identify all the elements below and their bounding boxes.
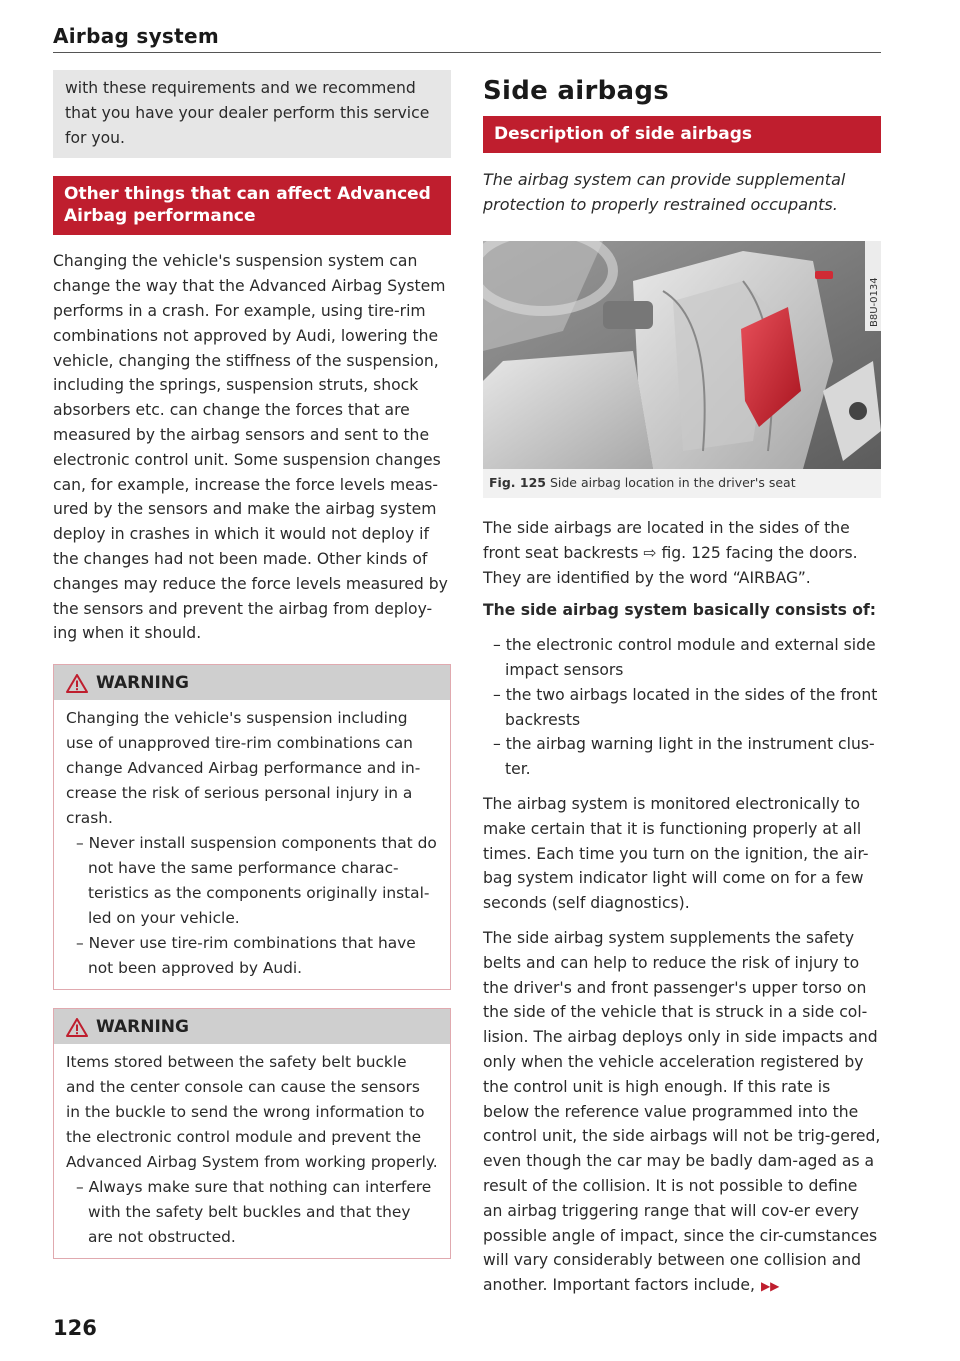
continued-note-box [53, 70, 451, 158]
warning-intro: Changing the vehicle's suspension including use of unapproved tire-rim combinations can change Advanced Airbag performance and in-crease the risk of serious personal injury in a crash. [66, 709, 421, 828]
warning-item: – Never install suspension components that do not have the same performance charac-teristics as the components originally instal-led on your vehicle. [76, 834, 437, 928]
figure-caption-label: Fig. 125 [489, 475, 546, 490]
warning-intro: Items stored between the safety belt buckle and the center console can cause the sensors in the buckle to send the wrong information to the electronic control module and prevent the Advanced Airbag System from working properly. [66, 1053, 438, 1172]
warning-triangle-icon [66, 1018, 88, 1037]
figure-caption [483, 469, 881, 498]
warning-body [54, 1044, 450, 1258]
warning-box-suspension [53, 664, 451, 990]
running-head: Airbag system [53, 24, 219, 48]
header-rule [53, 52, 881, 53]
list-item: – the two airbags located in the sides of the front backrests [493, 685, 878, 729]
warning-header [54, 665, 450, 700]
left-column [53, 70, 451, 1259]
warning-title: WARNING [96, 673, 189, 694]
list-item: – the electronic control module and external side impact sensors [493, 636, 876, 679]
seat-airbag-illustration [483, 241, 881, 469]
page-number: 126 [53, 1316, 97, 1340]
paragraph-monitoring: The airbag system is monitored electronically to make certain that it is functioning properly at all times. Each time you turn on the ignition, the air-bag system indicator light will come on for a few seconds (self diagnostics). [483, 794, 869, 913]
paragraph-location: The side airbags are located in the sides of the front seat backrests ⇨ fig. 125 facing the doors. They are identified by the word “AIRBAG”. [483, 519, 858, 587]
figure-code-label: B8U-0134 [869, 277, 880, 327]
warning-header [54, 1009, 450, 1044]
continued-note-text: with these requirements and we recommend that you have your dealer perform this service for you. [65, 79, 430, 147]
warning-item: – Never use tire-rim combinations that have not been approved by Audi. [76, 934, 416, 978]
list-item: – the airbag warning light in the instrument clus-ter. [493, 735, 875, 779]
warning-box-belt-buckle [53, 1008, 451, 1259]
section-title-side-airbags: Side airbags [483, 76, 670, 106]
right-column [483, 70, 881, 1299]
warning-title: WARNING [96, 1017, 189, 1038]
warning-body [54, 700, 450, 989]
paragraph-supplement-text: The side airbag system supplements the safety belts and can help to reduce the risk of injury to the driver's and front passenger's upper torso on the side of the vehicle that is struck in a side col-lision. The airbag deploys only in side impacts and only when the vehicle acceleration registered by the control unit is high enough. If this rate is below the reference value programmed into the control unit, the side airbags will not be trig-gered, even though the car may be badly dam-aged as a result of the collision. It is not possible to define an airbag triggering range that will cov-er every possible angle of impact, since the cir-cumstances will vary considerably between one collision and another. Important factors include, [483, 928, 881, 1295]
warning-item: – Always make sure that nothing can interfere with the safety belt buckles and that they are not obstructed. [76, 1178, 432, 1247]
figure-125 [483, 241, 881, 498]
continue-arrow-icon: ▶▶ [760, 1279, 780, 1294]
seat-illustration-svg [483, 241, 881, 469]
paragraph-supplement [483, 926, 881, 1299]
figure-caption-text: Side airbag location in the driver's seat [549, 475, 796, 490]
section-heading-other-things: Other things that can affect Advanced Airbag performance [53, 176, 451, 235]
body-paragraph: Changing the vehicle's suspension system can change the way that the Advanced Airbag System performs in a crash. For example, using tire-rim combinations not approved by Audi, lowering the vehicle, changing the stiffness of the suspension, including the springs, suspension struts, shock absorbers etc. can change the forces that are measured by the airbag sensors and sent to the electronic control unit. Some suspension changes can, for example, increase the force levels meas-ured by the sensors and make the airbag system deploy in crashes in which it would not deploy if the changes had not been made. Other kinds of changes may reduce the force levels measured by the sensors and prevent the airbag from deploy-ing when it should. [53, 252, 448, 643]
section-heading-description: Description of side airbags [483, 116, 881, 153]
intro-text: The airbag system can provide supplemental protection to properly restrained occupants. [483, 170, 846, 214]
warning-triangle-icon [66, 674, 88, 693]
bold-subheading: The side airbag system basically consists of: [483, 601, 877, 620]
